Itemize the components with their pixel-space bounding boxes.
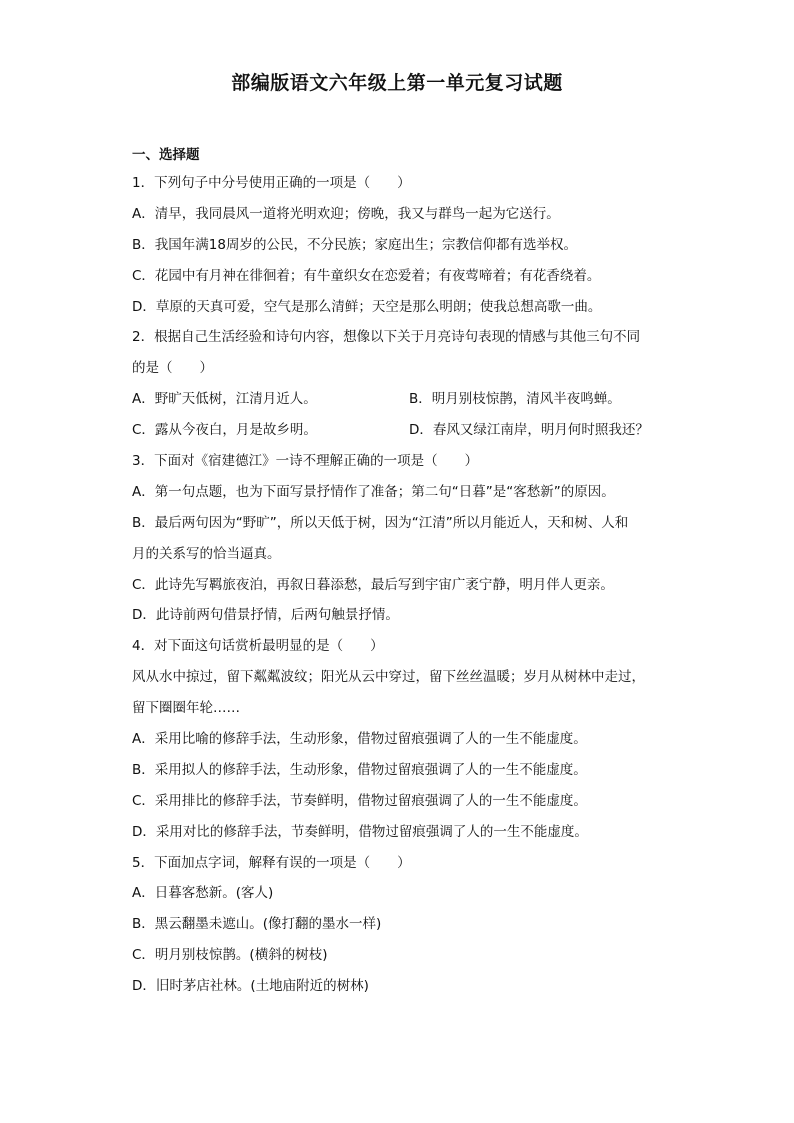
question-4-passage-line-1: 风从水中掠过，留下粼粼波纹；阳光从云中穿过，留下丝丝温暖；岁月从树林中走过， (132, 669, 645, 686)
question-2-stem-line-2: 的是（ ） (132, 360, 213, 377)
question-1-option-b: B．我国年满18周岁的公民，不分民族；家庭出生；宗教信仰都有选举权。 (132, 236, 577, 253)
question-4-stem: 4．对下面这句话赏析最明显的是（ ） (132, 638, 384, 655)
section-heading: 一、选择题 (132, 147, 200, 163)
question-2-options-row-1 (132, 384, 672, 415)
question-2-option-d: D．春风又绿江南岸，明月何时照我还？ (409, 422, 649, 439)
question-4-option-a: A．采用比喻的修辞手法，生动形象，借物过留痕强调了人的一生不能虚度。 (132, 731, 587, 748)
question-2-option-a: A．野旷天低树，江清月近人。 (132, 391, 317, 408)
question-1-option-d: D．草原的天真可爱，空气是那么清鲜；天空是那么明朗；使我总想高歌一曲。 (132, 298, 602, 315)
question-5-option-a: A．日暮客愁新。(客人) (132, 885, 274, 902)
question-5-option-c: C．明月别枝惊鹊。(横斜的树枝) (132, 947, 328, 964)
question-3-option-c: C．此诗先写羁旅夜泊，再叙日暮添愁，最后写到宇宙广袤宁静，明月伴人更亲。 (132, 576, 614, 593)
question-3-stem: 3．下面对《宿建德江》一诗不理解正确的一项是（ ） (132, 453, 479, 470)
question-1-option-a: A．清早，我同晨风一道将光明欢迎；傍晚，我又与群鸟一起为它送行。 (132, 205, 560, 222)
question-2-options-row-2 (132, 415, 672, 446)
question-3-option-d: D．此诗前两句借景抒情，后两句触景抒情。 (132, 607, 399, 624)
question-content (132, 142, 672, 1002)
question-2-option-b: B．明月别枝惊鹊，清风半夜鸣蝉。 (409, 391, 621, 408)
question-5-option-d: D．旧时茅店社林。(土地庙附近的树林) (132, 978, 369, 995)
question-4-option-c: C．采用排比的修辞手法，节奏鲜明，借物过留痕强调了人的一生不能虚度。 (132, 792, 587, 809)
question-2-option-c: C．露从今夜白，月是故乡明。 (132, 422, 317, 439)
question-2-stem-line-1: 2．根据自己生活经验和诗句内容，想像以下关于月亮诗句表现的情感与其他三句不同 (132, 329, 641, 346)
question-4-option-b: B．采用拟人的修辞手法，生动形象，借物过留痕强调了人的一生不能虚度。 (132, 761, 587, 778)
question-1-option-c: C．花园中有月神在徘徊着；有牛童织女在恋爱着；有夜莺啼着；有花香绕着。 (132, 267, 601, 284)
question-4-passage-line-2: 留下圈圈年轮…… (132, 700, 240, 717)
question-5-stem: 5．下面加点字词，解释有误的一项是（ ） (132, 854, 411, 871)
question-3-option-b-line-1: B．最后两句因为“野旷”，所以天低于树，因为“江清”所以月能近人，天和树、人和 (132, 514, 629, 531)
question-3-option-a: A．第一句点题，也为下面写景抒情作了准备；第二句“日暮”是“客愁新”的原因。 (132, 483, 615, 500)
question-3-option-b-line-2: 月的关系写的恰当逼真。 (132, 545, 281, 562)
question-5-option-b: B．黑云翻墨未遮山。(像打翻的墨水一样) (132, 916, 382, 933)
question-1-stem: 1．下列句子中分号使用正确的一项是（ ） (132, 175, 411, 191)
document-title: 部编版语文六年级上第一单元复习试题 (231, 72, 563, 94)
question-4-option-d: D．采用对比的修辞手法，节奏鲜明，借物过留痕强调了人的一生不能虚度。 (132, 823, 588, 840)
